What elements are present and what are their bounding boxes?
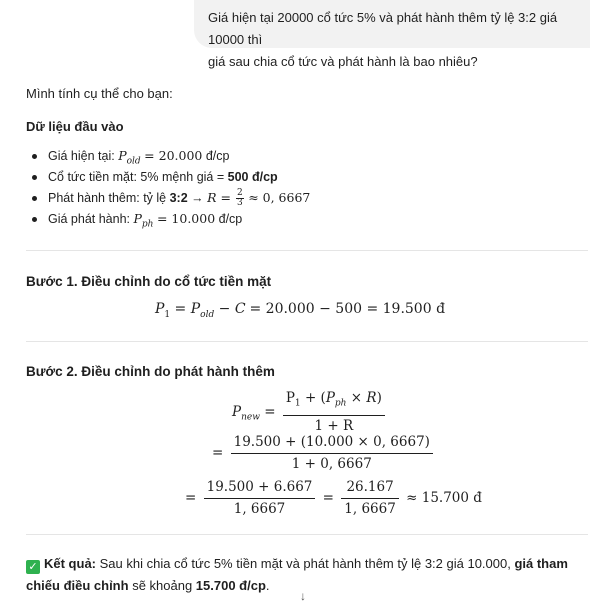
assistant-intro: Mình tính cụ thể cho bạn:	[26, 86, 173, 101]
input-data-list	[26, 146, 310, 230]
list-item-issue-ratio: Phát hành thêm: tỷ lệ 3:2 → R = $\frac{2}{3}$ ≈ 0, 6667	[26, 188, 310, 209]
user-message-bubble	[194, 0, 590, 69]
divider	[26, 341, 588, 342]
divider	[26, 250, 588, 251]
fraction-two-thirds: $\frac{2}{3}$	[236, 188, 243, 209]
user-message-line-2: giá sau chia cổ tức và phát hành là bao nhiêu?	[208, 54, 478, 69]
step-2-title: Bước 2. Điều chỉnh do phát hành thêm	[26, 364, 275, 379]
check-icon: ✓	[26, 560, 40, 574]
step-1-equation: $P_1 = P_{old} - C = 20.000 - 500 = 19.500$ đ	[154, 301, 446, 320]
result-paragraph: ✓ Kết quả: Sau khi chia cổ tức 5% tiền mặt và phát hành thêm tỷ lệ 3:2 giá 10.000, giá tham chiếu điều chỉnh sẽ khoảng 15.700 đ/cp.	[26, 556, 568, 593]
arrow-down-icon[interactable]: ↓	[300, 589, 306, 603]
list-item-issue-price: Giá phát hành: $P_{ph} = 10.000$ đ/cp	[26, 209, 310, 230]
step-2-equation-row-3: = $\frac{19.500 + 6.667}{1, 6667}$ = $\frac{26.167}{1, 6667}$ ≈ 15.700 đ	[185, 479, 482, 517]
step-1-title: Bước 1. Điều chỉnh do cổ tức tiền mặt	[26, 274, 272, 289]
step-2-equation-row-2: = $\frac{19.500 + (10.000 \times 0, 6667)}{1 + 0, 6667}$	[212, 434, 436, 473]
p-old-symbol: $P_{old}$	[118, 148, 141, 167]
list-item-current-price: Giá hiện tại: $P_{old} = 20.000$ đ/cp	[26, 146, 310, 167]
user-message-line-1: Giá hiện tại 20000 cổ tức 5% và phát hành thêm tỷ lệ 3:2 giá 10000 thì	[208, 10, 558, 47]
input-data-heading: Dữ liệu đầu vào	[26, 119, 124, 134]
list-item-dividend: Cổ tức tiền mặt: 5% mệnh giá = 500 đ/cp	[26, 167, 310, 188]
step-2-equation-row-1: $P_{new}$ = $\frac{P_1 + (P_{ph} \times R)}{1 + R}$	[232, 390, 388, 435]
p-ph-symbol: $P_{ph}$	[133, 211, 154, 230]
divider	[26, 534, 588, 535]
